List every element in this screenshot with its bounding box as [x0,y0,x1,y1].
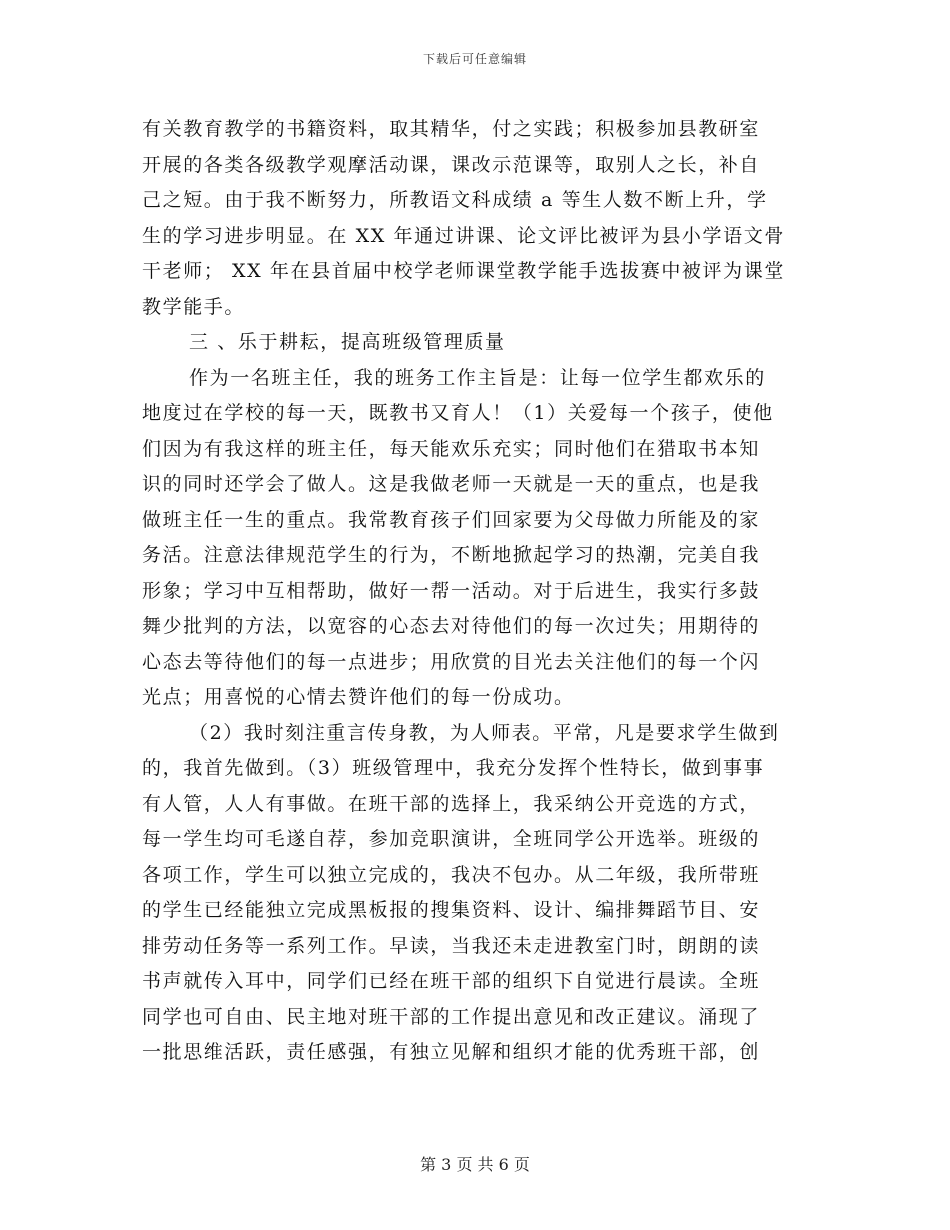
page-footer [0,1155,950,1175]
text-line: 排劳动任务等一系列工作。早读，当我还未走进教室门时，朗朗的读 [142,934,761,957]
text-line: 干老师； XX 年在县首届中校学老师课堂教学能手选拔赛中被评为课堂 [142,260,785,282]
text-line: 务活。注意法律规范学生的行为，不断地掀起学习的热潮，完美自我 [142,544,761,566]
text-line: 有关教育教学的书籍资料，取其精华，付之实践；积极参加县教研室 [142,118,761,140]
page-number: 第 3 页 共 6 页 [420,1155,530,1174]
text-line: 心态去等待他们的每一点进步；用欣赏的目光去关注他们的每一个闪 [142,650,761,673]
text-line: 同学也可自由、民主地对班干部的工作提出意见和改正建议。涌现了 [142,1005,761,1028]
section-heading: 三 、乐于耕耘，提高班级管理质量 [189,331,506,353]
text-line: 生的学习进步明显。在 XX 年通过讲课、论文评比被评为县小学语文骨 [142,224,785,247]
document-body [142,112,812,1071]
text-line: 舞少批判的方法，以宽容的心态去对待他们的每一次过失；用期待的 [142,615,761,637]
text-line: 书声就传入耳中，同学们已经在班干部的组织下自觉进行晨读。全班 [142,970,761,992]
text-line: 各项工作，学生可以独立完成的，我决不包办。从二年级，我所带班 [142,863,761,886]
text-line: 己之短。由于我不断努力，所教语文科成绩 a 等生人数不断上升，学 [142,189,768,211]
text-line: 做班主任一生的重点。我常教育孩子们回家要为父母做力所能及的家 [142,508,761,531]
text-line: 教学能手。 [142,295,246,318]
text-line: （2）我时刻注重言传身教，为人师表。平常，凡是要求学生做到 [189,721,780,744]
text-line: 一批思维活跃，责任感强，有独立见解和组织才能的优秀班干部，创 [142,1041,761,1063]
page-header: 下载后可任意编辑 [422,52,527,66]
text-line: 识的同时还学会了做人。这是我做老师一天就是一天的重点，也是我 [142,473,761,495]
text-line: 们因为有我这样的班主任，每天能欢乐充实；同时他们在猎取书本知 [142,437,761,460]
text-line: 有人管，人人有事做。在班干部的选择上，我采纳公开竞选的方式， [142,792,761,815]
text-line: 形象；学习中互相帮助，做好一帮一活动。对于后进生，我实行多鼓 [142,579,761,602]
text-line: 光点；用喜悦的心情去赞许他们的每一份成功。 [142,686,575,708]
text-line: 的，我首先做到。（3）班级管理中，我充分发挥个性特长，做到事事 [142,757,765,779]
text-line: 每一学生均可毛遂自荐，参加竞职演讲，全班同学公开选举。班级的 [142,828,761,850]
text-line: 地度过在学校的每一天，既教书又育人！（1）关爱每一个孩子，使他 [142,402,774,424]
text-line: 开展的各类各级教学观摩活动课，课改示范课等，取别人之长，补自 [142,153,761,176]
text-line: 作为一名班主任，我的班务工作主旨是：让每一位学生都欢乐的 [189,366,766,389]
text-line: 的学生已经能独立完成黑板报的搜集资料、设计、编排舞蹈节目、安 [142,899,761,921]
